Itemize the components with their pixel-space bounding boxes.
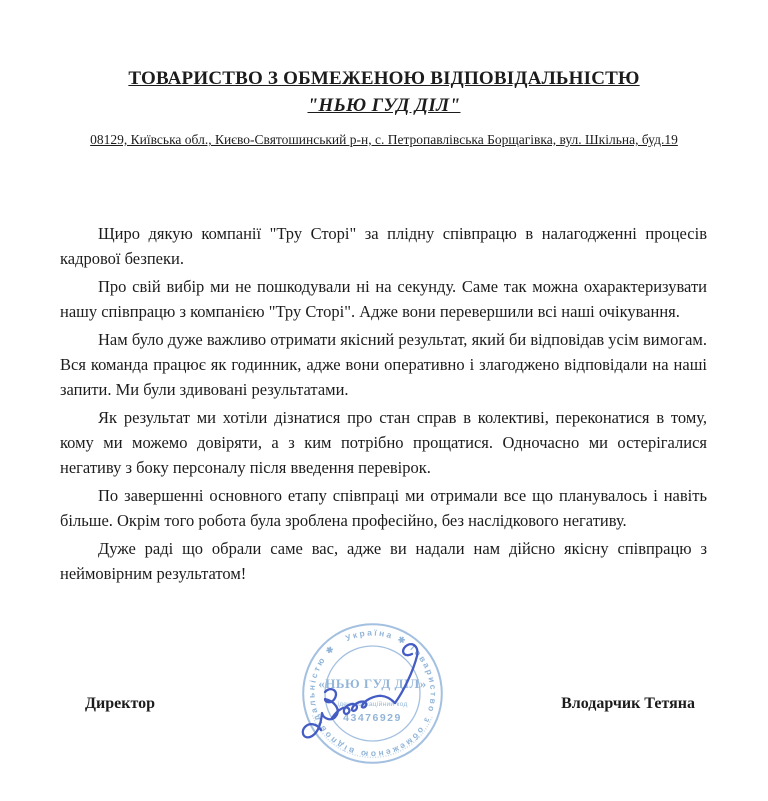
signer-name: Влодарчик Тетяна bbox=[561, 695, 695, 712]
company-address: 08129, Київська обл., Києво-Святошинський р-н, с. Петропавлівська Борщагівка, вул. Шкільна, буд.19 bbox=[90, 132, 678, 147]
company-name-title: "НЬЮ ГУД ДІЛ" bbox=[307, 95, 461, 116]
letter-paragraph-3: Нам було дуже важливо отримати якісний результат, який би відповідав усім вимогам. Вся команда працює як годинник, адже вони оперативно і злагоджено відповідали на наші запити. Ми були здивовані результатами. bbox=[60, 330, 707, 399]
signature-strokes bbox=[303, 644, 418, 737]
signature-row bbox=[85, 694, 695, 713]
stamp-company-name: «НЬЮ ГУД ДІЛ» bbox=[318, 676, 427, 691]
letter-paragraph-2: Про свій вибір ми не пошкодували ні на секунду. Саме так можна охарактеризувати нашу співпрацю з компанією "Тру Сторі". Адже вони перевершили всі наші очікування. bbox=[60, 277, 707, 321]
letter-body bbox=[0, 221, 768, 586]
letter-paragraph-1: Щиро дякую компанії "Тру Сторі" за плідну співпрацю в налагодженні процесів кадрової безпеки. bbox=[60, 224, 707, 268]
stamp-code-label: ідентифікаційний код bbox=[337, 701, 408, 708]
letter-paragraph-6: Дуже раді що обрали саме вас, адже ви надали нам дійсно якісну співпрацю з неймовірним результатом! bbox=[60, 539, 707, 583]
letterhead bbox=[0, 0, 768, 148]
handwritten-signature bbox=[295, 630, 470, 750]
letter-paragraph-5: По завершенні основного етапу співпраці ми отримали все що планувалось і навіть більше. Окрім того робота була зроблена професійно, без наслідкового негативу. bbox=[60, 486, 707, 530]
letter-paragraph-4: Як результат ми хотіли дізнатися про стан справ в колективі, переконатися в тому, кому ми можемо довіряти, а з ким потрібно прощатися. Одночасно ми остерігалися негативу з боку персоналу після введення перевірок. bbox=[60, 408, 707, 477]
stamp-ring-text: Україна ✱ Товариство з обмеженою відповідальністю ✱ bbox=[306, 627, 439, 760]
stamp-code-number: 43476929 bbox=[343, 712, 402, 724]
signer-role: Директор bbox=[85, 695, 155, 712]
company-type-title: ТОВАРИСТВО З ОБМЕЖЕНОЮ ВІДПОВІДАЛЬНІСТЮ bbox=[128, 68, 640, 89]
